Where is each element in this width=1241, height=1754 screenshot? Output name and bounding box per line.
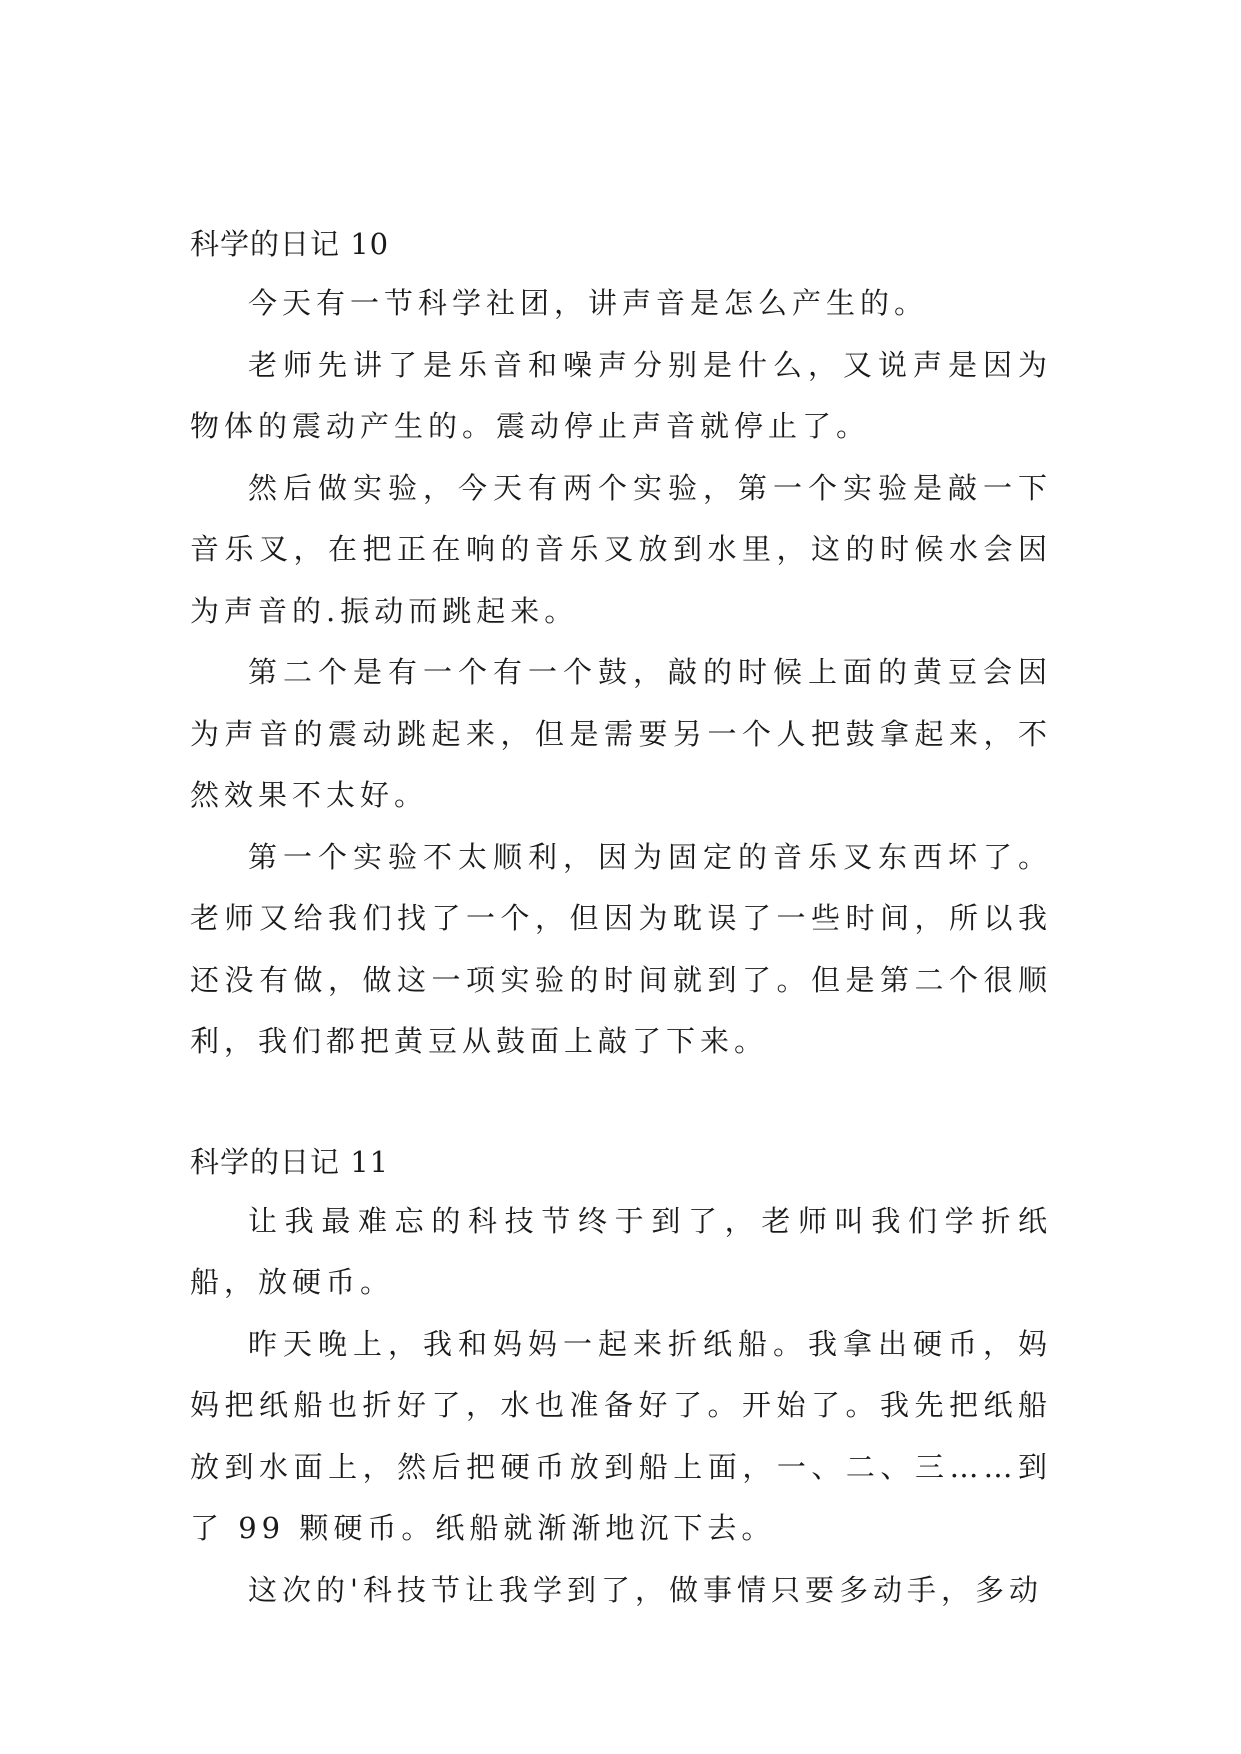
paragraph: 今天有一节科学社团，讲声音是怎么产生的。 — [248, 286, 929, 320]
entry-title: 科学的日记 11 — [190, 1144, 390, 1179]
paragraph: 第二个是有一个有一个鼓，敲的时候上面的黄豆会因为声音的震动跳起来，但是需要另一个人把鼓拿起来，不然效果不太好。 — [190, 655, 1052, 812]
paragraph: 第一个实验不太顺利，因为固定的音乐叉东西坏了。老师又给我们找了一个，但因为耽误了一些时间，所以我还没有做，做这一项实验的时间就到了。但是第二个很顺利，我们都把黄豆从鼓面上敲了下来。 — [190, 839, 1052, 1058]
paragraph: 这次的'科技节让我学到了，做事情只要多动手，多动 — [248, 1572, 1043, 1607]
diary-entry-11 — [190, 1133, 1052, 1622]
diary-entry-10 — [190, 215, 1052, 1073]
entry-title: 科学的日记 10 — [190, 227, 390, 261]
document-body — [190, 215, 1052, 1621]
paragraph: 老师先讲了是乐音和噪声分别是什么，又说声是因为物体的震动产生的。震动停止声音就停止了。 — [190, 347, 1052, 443]
paragraph: 让我最难忘的科技节终于到了，老师叫我们学折纸船，放硬币。 — [190, 1203, 1052, 1299]
paragraph: 然后做实验，今天有两个实验，第一个实验是敲一下音乐叉，在把正在响的音乐叉放到水里，这的时候水会因为声音的.振动而跳起来。 — [190, 470, 1052, 628]
paragraph: 昨天晚上，我和妈妈一起来折纸船。我拿出硬币，妈妈把纸船也折好了，水也准备好了。开始了。我先把纸船放到水面上，然后把硬币放到船上面，一、二、三……到了 99 颗硬币。纸船就渐渐地沉下去。 — [190, 1326, 1052, 1545]
